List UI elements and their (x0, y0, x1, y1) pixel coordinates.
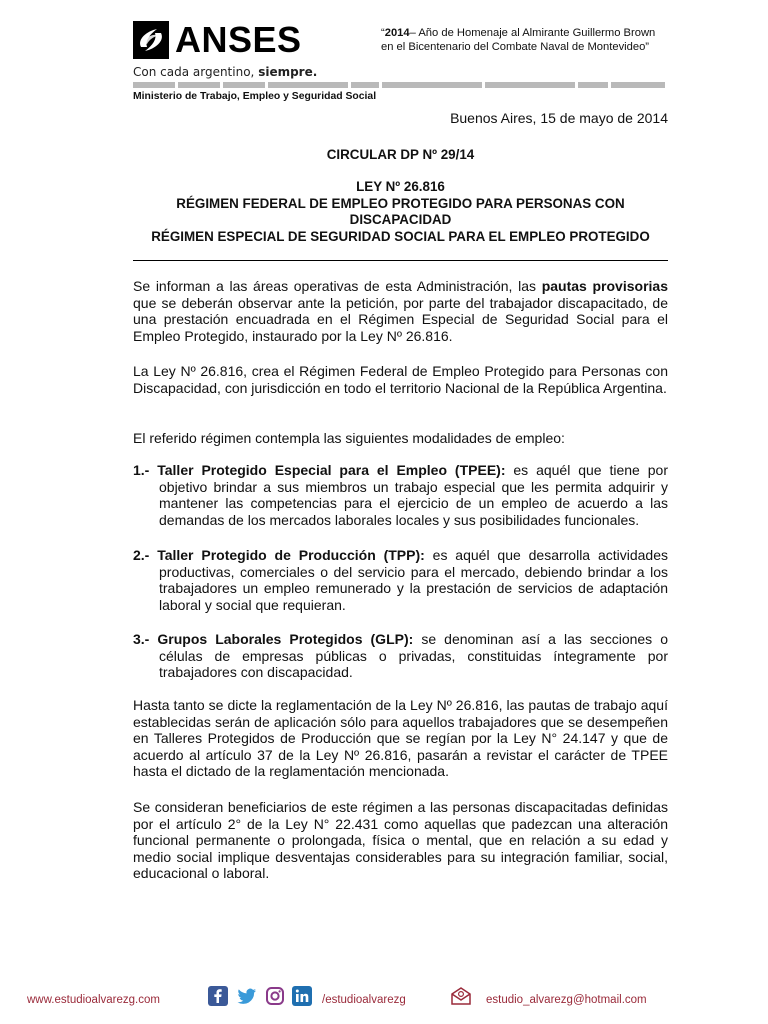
brand-slogan: Con cada argentino, siempre. (133, 65, 318, 79)
twitter-icon[interactable] (236, 986, 256, 1006)
linkedin-icon[interactable] (292, 986, 312, 1006)
mail-icon (449, 986, 473, 1006)
paragraph-beneficiaries: Se consideran beneficiarios de este régimen a las personas discapacitadas definidas por el artículo 2° de la Ley N° 22.431 como aquellas que padezcan una alteración funcional permanente o prolongada, física o mental, que en relación a su edad y medio social implique desventajas considerables para su integración familiar, social, educacional o laboral. (133, 799, 668, 882)
ministry-name: Ministerio de Trabajo, Empleo y Seguridad Social (133, 91, 377, 102)
brand-name: ANSES (175, 19, 302, 60)
paragraph-modalities-intro: El referido régimen contempla las siguientes modalidades de empleo: (133, 430, 565, 446)
list-item: 3.- Grupos Laborales Protegidos (GLP): se denominan así a las secciones o células de empresas públicas o privadas, constituidas íntegramente por trabajadores con discapacidad. (133, 631, 668, 681)
footer (0, 982, 768, 1018)
facebook-icon[interactable] (208, 986, 228, 1006)
paragraph-regulation: Hasta tanto se dicte la reglamentación de la Ley Nº 26.816, las pautas de trabajo aquí establecidas serán de aplicación sólo para aquellos trabajadores que se desempeñen en Talleres Protegidos de Producción que se regían por la Ley N° 24.147 y que de acuerdo al artículo 37 de la Ley Nº 26.816, pasarán a revistar el carácter de TPEE hasta el dictado de la reglamentación mencionada. (133, 697, 668, 780)
social-handle[interactable]: /estudioalvarezg (322, 994, 406, 1006)
law-number: LEY Nº 26.816 (356, 179, 445, 194)
paragraph-intro: Se informan a las áreas operativas de esta Administración, las pautas provisorias que se deberán observar ante la petición, por parte del trabajador discapacitado, de una prestación encuadrada en el Régimen Especial de Seguridad Social para el Empleo Protegido, instaurado por la Ley Nº 26.816. (133, 278, 668, 344)
circular-title: CIRCULAR DP Nº 29/14 (326, 147, 475, 162)
header-divider-bars (133, 82, 665, 89)
law-heading (133, 179, 668, 245)
header-quote: “2014– Año de Homenaje al Almirante Guillermo Brown en el Bicentenario del Combate Naval de Montevideo” (381, 27, 656, 53)
document-date: Buenos Aires, 15 de mayo de 2014 (450, 110, 668, 126)
list-item: 2.- Taller Protegido de Producción (TPP): es aquél que desarrolla actividades productivas, comerciales o del servicio para el mercado, debiendo brindar a los trabajadores un empleo remunerado y la prestación de servicios de adaptación laboral y social que requieran. (133, 547, 668, 613)
heading-rule (133, 260, 668, 261)
list-item: 1.- Taller Protegido Especial para el Empleo (TPEE): es aquél que tiene por objetivo brindar a sus miembros un trabajo especial que les permita adquirir y mantener las competencias para el ejercicio de un empleo de acuerdo a las demandas de los mercados laborales locales y sus posibilidades funcionales. (133, 462, 668, 528)
law-subtitle-line: DISCAPACIDAD (349, 212, 452, 227)
law-subtitle-line: RÉGIMEN ESPECIAL DE SEGURIDAD SOCIAL PARA EL EMPLEO PROTEGIDO (151, 228, 650, 244)
paragraph-law-description: La Ley Nº 26.816, crea el Régimen Federal de Empleo Protegido para Personas con Discapacidad, con jurisdicción en todo el territorio Nacional de la República Argentina. (133, 363, 668, 396)
website-link[interactable]: www.estudioalvarezg.com (27, 994, 160, 1006)
law-subtitle-line: RÉGIMEN FEDERAL DE EMPLEO PROTEGIDO PARA PERSONAS CON (176, 195, 625, 211)
anses-logo-icon (133, 21, 169, 59)
email-link[interactable]: estudio_alvarezg@hotmail.com (486, 994, 647, 1006)
instagram-icon[interactable] (265, 986, 285, 1006)
